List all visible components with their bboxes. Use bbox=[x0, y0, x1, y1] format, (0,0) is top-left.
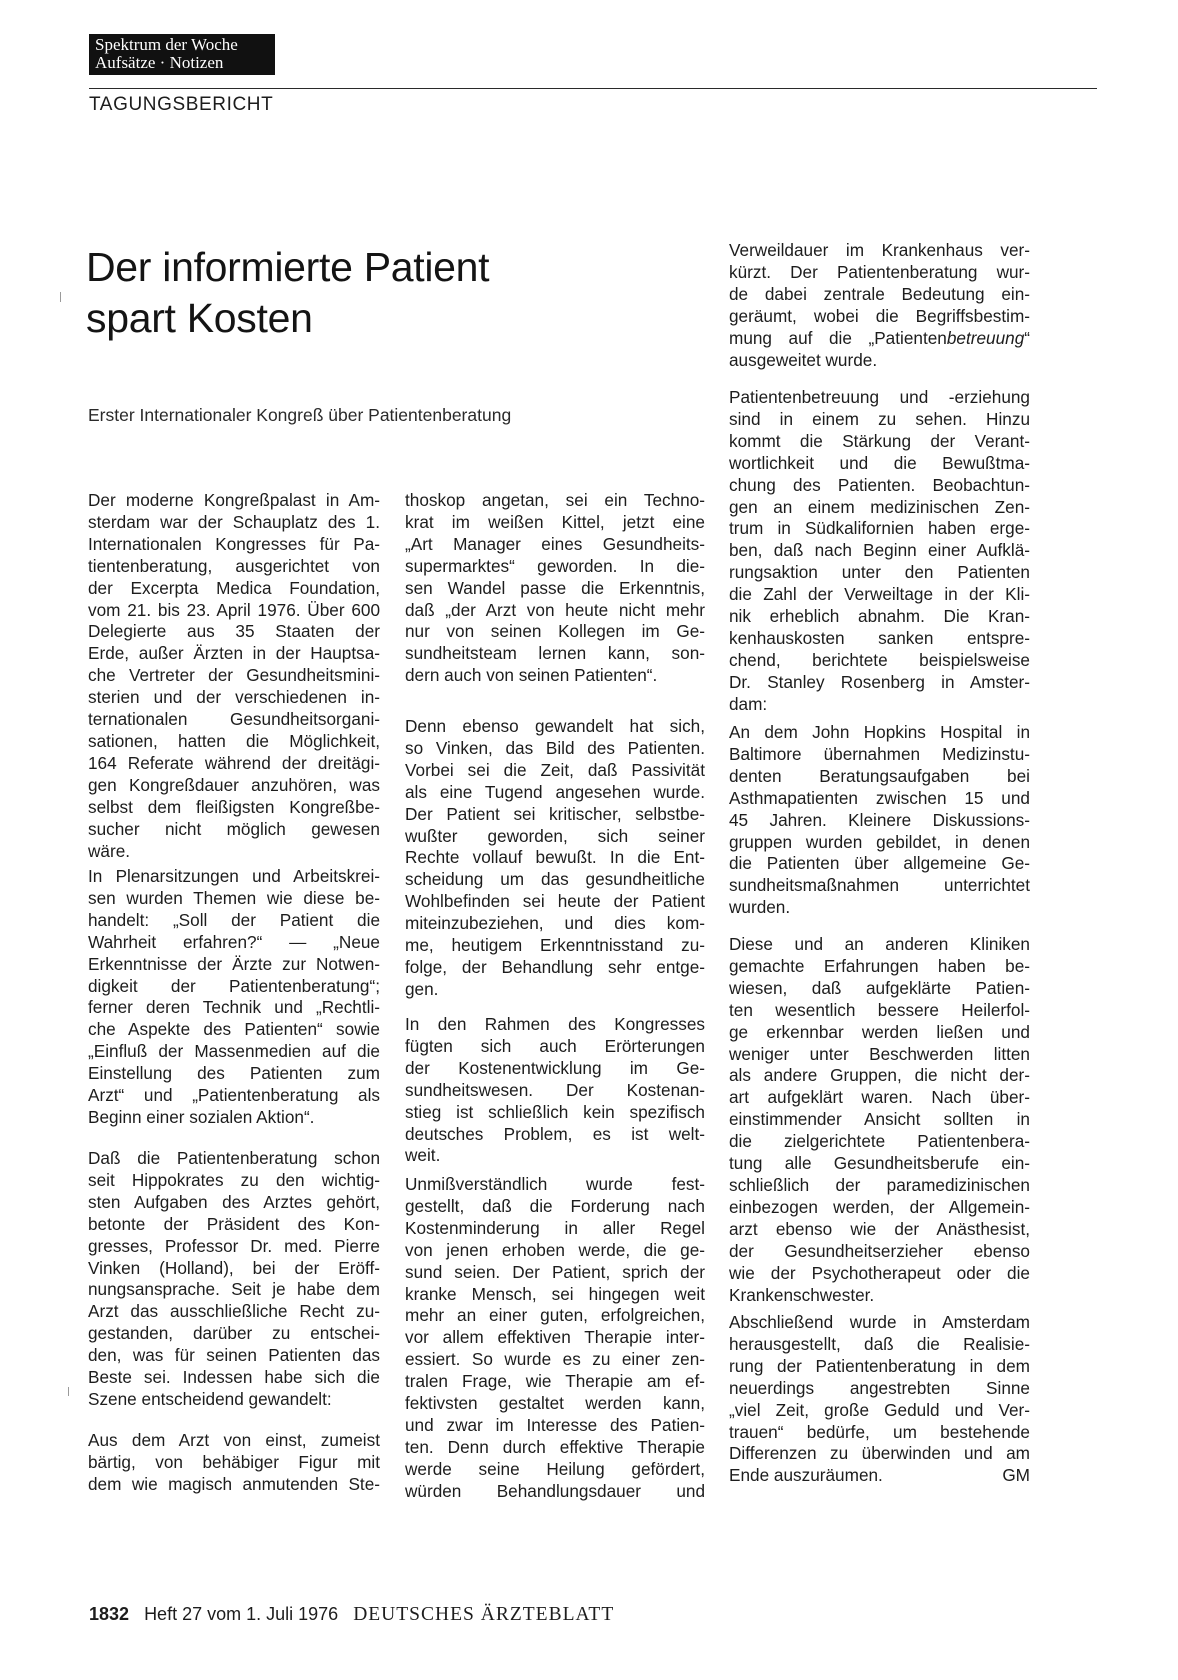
col2-paragraph-2-line: Vorbei sei die Zeit, daß Passivität bbox=[405, 759, 705, 780]
col1-paragraph-1-line: Delegierte aus 35 Staaten der bbox=[88, 621, 380, 642]
section-badge bbox=[89, 34, 275, 75]
col1-paragraph-2-line: ferner deren Technik und „Rechtli- bbox=[88, 997, 380, 1018]
closing-text: Ende auszuräumen. bbox=[729, 1465, 883, 1486]
col3-paragraph-4-line: schließlich der paramedizinischen bbox=[729, 1174, 1030, 1195]
col2-paragraph-1-line: daß „der Arzt von heute nicht mehr bbox=[405, 599, 705, 620]
col1-paragraph-1-line: sterien und der verschiedenen in- bbox=[88, 687, 380, 708]
col3-paragraph-3 bbox=[729, 722, 1030, 919]
col2-paragraph-3-line: der Kostenentwicklung im Ge- bbox=[405, 1057, 705, 1078]
col1-paragraph-3-line: Szene entscheidend gewandelt: bbox=[88, 1388, 332, 1409]
col1-paragraph-1-line: ternationalen Gesundheitsorgani- bbox=[88, 709, 380, 730]
col1-paragraph-2-line: Einstellung des Patienten zum bbox=[88, 1063, 380, 1084]
col1-paragraph-1-line: selbst dem fleißigsten Kongreßbe- bbox=[88, 796, 380, 817]
col3-paragraph-1-line: de dabei zentrale Bedeutung ein- bbox=[729, 283, 1030, 304]
col3-paragraph-2-line: ben, daß nach Beginn einer Aufklä- bbox=[729, 540, 1030, 561]
col2-paragraph-1-line: nur von seinen Kollegen im Ge- bbox=[405, 621, 705, 642]
col2-paragraph-2-line: scheidung um das gesundheitliche bbox=[405, 869, 705, 890]
col3-line5-italic: betreuung bbox=[946, 327, 1025, 348]
col3-paragraph-4-line: ge erkennbar werden ließen und bbox=[729, 1021, 1030, 1042]
col3-paragraph-4-line: wiesen, daß aufgeklärte Patien- bbox=[729, 977, 1030, 998]
col1-paragraph-2-line: Erkenntnisse der Ärzte zur Notwen- bbox=[88, 953, 380, 974]
col3-paragraph-2-line: rungsaktion unter den Patienten bbox=[729, 562, 1030, 583]
col2-paragraph-1-line: supermarktes“ geworden. In die- bbox=[405, 555, 705, 576]
col3-paragraph-5-body-line: rung der Patientenberatung in dem bbox=[729, 1355, 1030, 1376]
col3-paragraph-4-line: als andere Gruppen, die nicht der- bbox=[729, 1065, 1030, 1086]
col1-paragraph-1-line: Internationalen Kongresses für Pa- bbox=[88, 533, 380, 554]
col3-paragraph-3-line: denten Beratungsaufgaben bei bbox=[729, 765, 1030, 786]
col2-paragraph-1-line: sen Wandel passe die Erkenntnis, bbox=[405, 577, 705, 598]
margin-mark bbox=[60, 292, 61, 302]
col1-paragraph-1-line: gen Kongreßdauer anzuhören, was bbox=[88, 774, 380, 795]
section-label: Spektrum der Woche bbox=[95, 35, 238, 54]
col1-paragraph-3 bbox=[88, 1148, 380, 1411]
col1-paragraph-2-line: Wahrheit erfahren?“ — „Neue bbox=[88, 931, 380, 952]
margin-mark bbox=[68, 1387, 69, 1396]
col2-paragraph-2-line: so Vinken, das Bild des Patienten. bbox=[405, 737, 705, 758]
col3-paragraph-2-line: trum in Südkalifornien haben erge- bbox=[729, 518, 1030, 539]
col2-paragraph-4-line: Unmißverständlich wurde fest- bbox=[405, 1174, 705, 1194]
col1-paragraph-2-line: In Plenarsitzungen und Arbeitskrei- bbox=[88, 866, 380, 886]
col1-paragraph-3-line: Arzt das ausschließliche Recht zu- bbox=[88, 1301, 380, 1322]
col3-paragraph-3-line: 45 Jahren. Kleinere Diskussions- bbox=[729, 809, 1030, 830]
col1-paragraph-2-line: Arzt“ und „Patientenberatung als bbox=[88, 1085, 380, 1106]
col2-paragraph-2-line: Denn ebenso gewandelt hat sich, bbox=[405, 716, 705, 736]
col3-paragraph-5-body-line: Abschließend wurde in Amsterdam bbox=[729, 1312, 1030, 1332]
issue-info: Heft 27 vom 1. Juli 1976 bbox=[144, 1604, 339, 1624]
col2-paragraph-3 bbox=[405, 1014, 705, 1167]
col2-paragraph-4-line: fektivsten gestaltet werden kann, bbox=[405, 1393, 705, 1414]
col3-paragraph-2-line: Patientenbetreuung und -erziehung bbox=[729, 387, 1030, 407]
col2-paragraph-2-line: miteinzubeziehen, und dies kom- bbox=[405, 913, 705, 934]
col3-paragraph-5-body-line: neuerdings angestrebten Sinne bbox=[729, 1377, 1030, 1398]
col3-paragraph-4-line: art aufgeklärt waren. Nach über- bbox=[729, 1087, 1030, 1108]
col3-paragraph-4-line: der Gesundheitserzieher ebenso bbox=[729, 1240, 1030, 1261]
col1-paragraph-1-line: Erde, außer Ärzten in der Hauptsa- bbox=[88, 643, 380, 664]
col1-paragraph-1-line: sterdam war der Schauplatz des 1. bbox=[88, 511, 380, 532]
col1-paragraph-4-line: bärtig, von behäbiger Figur mit bbox=[88, 1451, 380, 1472]
col2-paragraph-1 bbox=[405, 490, 705, 687]
col3-paragraph-2-line: sind in einem zu sehen. Hinzu bbox=[729, 408, 1030, 429]
col1-paragraph-4 bbox=[88, 1430, 380, 1496]
col3-paragraph-2-line: wortlichkeit und die Bewußtma- bbox=[729, 452, 1030, 473]
col2-paragraph-4-line: mehr an einer guten, erfolgreichen, bbox=[405, 1305, 705, 1326]
col3-paragraph-2 bbox=[729, 387, 1030, 716]
col3-paragraph-1-line: kürzt. Der Patientenberatung wur- bbox=[729, 261, 1030, 282]
col1-paragraph-3-line: gestanden, darüber zu entschei- bbox=[88, 1323, 380, 1344]
article-title-line-1: Der informierte Patient bbox=[86, 244, 490, 290]
col1-paragraph-1-line: che Vertreter der Gesundheitsmini- bbox=[88, 665, 380, 686]
col2-paragraph-2-line: me, heutigem Erkenntnisstand zu- bbox=[405, 935, 705, 956]
col3-paragraph-3-line: die Patienten über allgemeine Ge- bbox=[729, 853, 1030, 874]
col1-paragraph-3-line: seit Hippokrates zu den wichtig- bbox=[88, 1169, 380, 1190]
col3-paragraph-4-line: arzt ebenso wie der Anästhesist, bbox=[729, 1218, 1030, 1239]
col1-paragraph-2 bbox=[88, 866, 380, 1129]
col3-paragraph-3-line: Asthmapatienten zwischen 15 und bbox=[729, 787, 1030, 808]
col1-paragraph-3-line: nungsansprache. Seit je habe dem bbox=[88, 1279, 380, 1300]
journal-name: DEUTSCHES ÄRZTEBLATT bbox=[353, 1604, 615, 1625]
col3-paragraph-1-line bbox=[729, 328, 1030, 350]
page-footer bbox=[89, 1604, 614, 1626]
col2-paragraph-4-line: sund seien. Der Patient, sprich der bbox=[405, 1261, 705, 1282]
col1-paragraph-2-line: sen wurden Themen wie diese be- bbox=[88, 887, 380, 908]
col2-paragraph-4-line: vor allem effektiven Therapie inter- bbox=[405, 1327, 705, 1348]
col2-paragraph-3-line: fügten sich auch Erörterungen bbox=[405, 1035, 705, 1056]
col3-line5-quote: “ bbox=[1024, 327, 1030, 348]
col3-paragraph-5 bbox=[729, 1312, 1030, 1487]
col1-paragraph-2-line: Beginn einer sozialen Aktion“. bbox=[88, 1106, 315, 1127]
col3-paragraph-2-line: die Zahl der Verweiltage in der Kli- bbox=[729, 584, 1030, 605]
col2-paragraph-3-line: deutsches Problem, es ist welt- bbox=[405, 1123, 705, 1144]
col2-paragraph-4-line: Kostenminderung in aller Regel bbox=[405, 1217, 705, 1238]
col2-paragraph-3-line: sundheitswesen. Der Kostenan- bbox=[405, 1079, 705, 1100]
col2-paragraph-2-line: Der Patient sei kritischer, selbstbe- bbox=[405, 803, 705, 824]
col3-paragraph-3-line: wurden. bbox=[729, 897, 791, 918]
article-title bbox=[86, 242, 666, 344]
col2-paragraph-4-line: würden Behandlungsdauer und bbox=[405, 1480, 705, 1501]
header-rule bbox=[89, 88, 1097, 89]
rubric: TAGUNGSBERICHT bbox=[89, 94, 274, 115]
col2-paragraph-4-line: werde seine Heilung gefördert, bbox=[405, 1458, 705, 1479]
col2-paragraph-3-line: In den Rahmen des Kongresses bbox=[405, 1014, 705, 1034]
col1-paragraph-1-line: der Excerpta Medica Foundation, bbox=[88, 577, 380, 598]
col1-paragraph-1-line: wäre. bbox=[88, 840, 131, 861]
col1-paragraph-1-line: 164 Referate während der dreitägi- bbox=[88, 752, 380, 773]
col2-paragraph-2-line: Rechte vollauf bewußt. In die Ent- bbox=[405, 847, 705, 868]
col1-paragraph-3-line: sten Aufgaben des Arztes gehört, bbox=[88, 1191, 380, 1212]
col1-paragraph-4-line: Aus dem Arzt von einst, zumeist bbox=[88, 1430, 380, 1450]
col3-paragraph-4-line: tung alle Gesundheitsberufe ein- bbox=[729, 1153, 1030, 1174]
col3-paragraph-2-line: nik erheblich abnahm. Die Kran- bbox=[729, 606, 1030, 627]
col1-paragraph-3-line: Beste sei. Indessen habe sich die bbox=[88, 1367, 380, 1388]
col3-paragraph-5-body-line: trauen“ bedürfe, um bestehende bbox=[729, 1421, 1030, 1442]
col3-paragraph-2-line: chung des Patienten. Beobachtun- bbox=[729, 474, 1030, 495]
col1-paragraph-1-line: Der moderne Kongreßpalast in Am- bbox=[88, 490, 380, 510]
col2-paragraph-4-line: kranke Mensch, sei hingegen weit bbox=[405, 1283, 705, 1304]
article-subtitle: Erster Internationaler Kongreß über Patientenberatung bbox=[88, 405, 512, 425]
col2-paragraph-4-line: tralen Frage, wie Therapie am ef- bbox=[405, 1371, 705, 1392]
col3-paragraph-4-line: ten wesentlich bessere Heilerfol- bbox=[729, 999, 1030, 1020]
col3-paragraph-4-line: die zielgerichtete Patientenbera- bbox=[729, 1131, 1030, 1152]
col2-paragraph-4-line: essiert. So wurde es zu einer zen- bbox=[405, 1349, 705, 1370]
col3-paragraph-1-line: geräumt, wobei die Begriffsbestim- bbox=[729, 305, 1030, 326]
col3-paragraph-3-line: gruppen wurden gebildet, in denen bbox=[729, 831, 1030, 852]
col1-paragraph-2-line: che Aspekte des Patienten“ sowie bbox=[88, 1019, 380, 1040]
col2-paragraph-2 bbox=[405, 716, 705, 1001]
col2-paragraph-4-line: ten. Denn durch effektive Therapie bbox=[405, 1436, 705, 1457]
col3-paragraph-4-line: weniger unter Beschwerden litten bbox=[729, 1043, 1030, 1064]
col3-paragraph-4-line: einbezogen werden, der Allgemein- bbox=[729, 1196, 1030, 1217]
col3-paragraph-5-body-line: „viel Zeit, große Geduld und Ver- bbox=[729, 1399, 1030, 1420]
col3-paragraph-4-line: wie der Psychotherapeut oder die bbox=[729, 1262, 1030, 1283]
col1-paragraph-2-line: digkeit der Patientenberatung“; bbox=[88, 975, 380, 996]
col2-paragraph-2-line: wußter geworden, sich seiner bbox=[405, 825, 705, 846]
col1-paragraph-1-line: sationen, hatten die Möglichkeit, bbox=[88, 730, 380, 751]
col2-paragraph-2-line: als eine Tugend angesehen wurde. bbox=[405, 781, 705, 802]
col3-paragraph-4 bbox=[729, 934, 1030, 1306]
col3-line5-text: mung auf die „Patienten bbox=[729, 327, 947, 348]
col2-paragraph-4-line: von jenen erhoben werde, die ge- bbox=[405, 1239, 705, 1260]
col3-paragraph-2-line: gen an einem medizinischen Zen- bbox=[729, 496, 1030, 517]
col3-paragraph-2-line: chend, berichtete beispielsweise bbox=[729, 649, 1030, 670]
col2-paragraph-4-line: und zwar im Interesse des Patien- bbox=[405, 1414, 705, 1435]
col3-paragraph-2-line: dam: bbox=[729, 693, 768, 714]
col3-closing-line bbox=[729, 1465, 1030, 1487]
col3-paragraph-3-line: An dem John Hopkins Hospital in bbox=[729, 722, 1030, 742]
col3-paragraph-4-line: einstimmender Ansicht sollten in bbox=[729, 1109, 1030, 1130]
col1-paragraph-2-line: handelt: „Soll der Patient die bbox=[88, 909, 380, 930]
col2-paragraph-2-line: folge, der Behandlung sehr entge- bbox=[405, 956, 705, 977]
col2-paragraph-1-line: sundheitsteam lernen kann, son- bbox=[405, 643, 705, 664]
col1-paragraph-3-line: Daß die Patientenberatung schon bbox=[88, 1148, 380, 1168]
col1-paragraph-1 bbox=[88, 490, 380, 862]
col1-paragraph-3-line: betonte der Präsident des Kon- bbox=[88, 1213, 380, 1234]
author-initials: GM bbox=[1002, 1465, 1030, 1486]
article-title-line-2: spart Kosten bbox=[86, 295, 313, 341]
col2-paragraph-2-line: Wohlbefinden sei heute der Patient bbox=[405, 891, 705, 912]
col1-paragraph-3-line: Vinken (Holland), bei der Eröff- bbox=[88, 1257, 380, 1278]
col1-paragraph-3-line: den, was für seinen Patienten das bbox=[88, 1345, 380, 1366]
col3-paragraph-4-line: Diese und an anderen Kliniken bbox=[729, 934, 1030, 954]
col3-paragraph-2-line: Dr. Stanley Rosenberg in Amster- bbox=[729, 671, 1030, 692]
col3-paragraph-1-line: Verweildauer im Krankenhaus ver- bbox=[729, 240, 1030, 260]
col2-paragraph-4-line: gestellt, daß die Forderung nach bbox=[405, 1195, 705, 1216]
col3-paragraph-3-line: sundheitsmaßnahmen unterrichtet bbox=[729, 875, 1030, 896]
col3-paragraph-2-line: kommt die Stärkung der Verant- bbox=[729, 430, 1030, 451]
col3-paragraph-4-line: Krankenschwester. bbox=[729, 1284, 875, 1305]
col2-paragraph-1-line: thoskop angetan, sei ein Techno- bbox=[405, 490, 705, 510]
col3-paragraph-3-line: Baltimore übernahmen Medizinstu- bbox=[729, 743, 1030, 764]
col2-paragraph-1-line: dern auch von seinen Patienten“. bbox=[405, 665, 658, 686]
col1-paragraph-4-line: dem wie magisch anmutenden Ste- bbox=[88, 1473, 380, 1494]
col3-paragraph-5-body-line: Differenzen zu überwinden und am bbox=[729, 1443, 1030, 1464]
col3-paragraph-5-body-line: herausgestellt, daß die Realisie- bbox=[729, 1333, 1030, 1354]
col1-paragraph-1-line: tientenberatung, ausgerichtet von bbox=[88, 555, 380, 576]
col2-paragraph-4 bbox=[405, 1174, 705, 1503]
col1-paragraph-2-line: „Einfluß der Massenmedien auf die bbox=[88, 1041, 380, 1062]
col3-paragraph-2-line: kenhauskosten sanken entspre- bbox=[729, 627, 1030, 648]
col2-paragraph-1-line: „Art Manager eines Gesundheits- bbox=[405, 533, 705, 554]
col1-paragraph-1-line: vom 21. bis 23. April 1976. Über 600 bbox=[88, 599, 380, 620]
col2-paragraph-2-line: gen. bbox=[405, 978, 439, 999]
section-sublabel: Aufsätze · Notizen bbox=[95, 53, 224, 72]
col1-paragraph-1-line: sucher nicht möglich gewesen bbox=[88, 818, 380, 839]
col3-paragraph-1-line: ausgeweitet wurde. bbox=[729, 349, 878, 370]
col3-paragraph-1 bbox=[729, 240, 1030, 371]
col1-paragraph-3-line: gresses, Professor Dr. med. Pierre bbox=[88, 1235, 380, 1256]
page-number: 1832 bbox=[89, 1604, 130, 1624]
col3-paragraph-4-line: gemachte Erfahrungen haben be- bbox=[729, 955, 1030, 976]
col3-paragraph-5-body bbox=[729, 1312, 1030, 1465]
col2-paragraph-3-line: weit. bbox=[405, 1145, 441, 1166]
col2-paragraph-3-line: stieg ist schließlich kein spezifisch bbox=[405, 1101, 705, 1122]
col2-paragraph-1-line: krat im weißen Kittel, jetzt eine bbox=[405, 511, 705, 532]
